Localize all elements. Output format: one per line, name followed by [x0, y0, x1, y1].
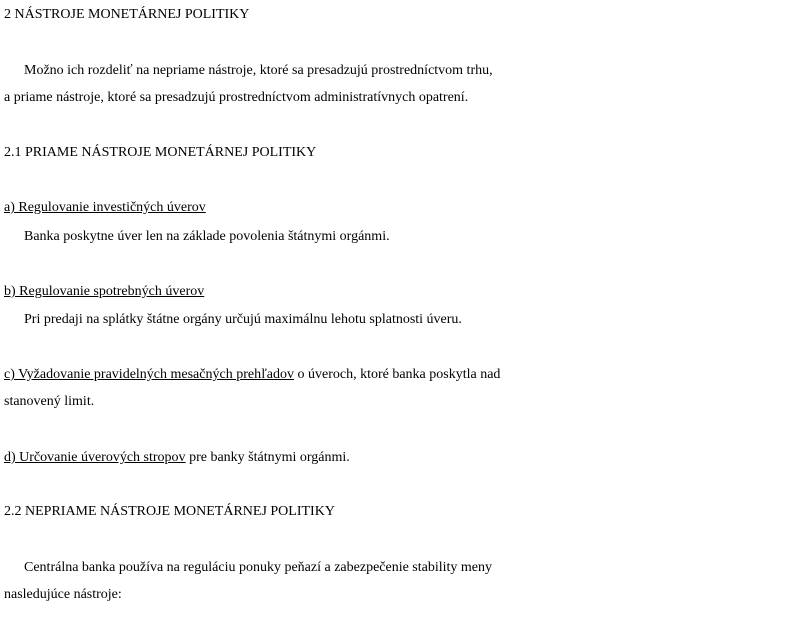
intro-line-1: Možno ich rozdeliť na nepriame nástroje, ktoré sa presadzujú prostredníctvom trhu, [24, 63, 493, 78]
item-d-title-text: d) Určovanie úverových stropov [4, 450, 186, 465]
item-c-line-1 [4, 366, 500, 384]
item-b-title-text: b) Regulovanie spotrebných úverov [4, 284, 205, 299]
section-direct-heading: 2.1 PRIAME NÁSTROJE MONETÁRNEJ POLITIKY [4, 145, 317, 160]
item-b-text: Pri predaji na splátky štátne orgány určujú maximálnu lehotu splatnosti úveru. [24, 312, 462, 327]
item-a-text: Banka poskytne úver len na základe povolenia štátnymi orgánmi. [24, 229, 390, 244]
item-d-line [4, 449, 350, 467]
item-c-rest-text: o úveroch, ktoré banka poskytla nad [293, 367, 501, 382]
item-a-title [4, 199, 206, 217]
indirect-line-2: nasledujúce nástroje: [4, 587, 122, 602]
item-c-line-2: stanovený limit. [4, 394, 95, 409]
indirect-line-1: Centrálna banka používa na reguláciu ponuky peňazí a zabezpečenie stability meny [24, 560, 493, 575]
intro-line-2: a priame nástroje, ktoré sa presadzujú prostredníctvom administratívnych opatrení. [4, 90, 469, 105]
item-a-title-text: a) Regulovanie investičných úverov [4, 200, 206, 215]
item-c-title-text: c) Vyžadovanie pravidelných mesačných prehľadov [4, 367, 294, 382]
main-heading: 2 NÁSTROJE MONETÁRNEJ POLITIKY [4, 7, 250, 22]
section-indirect-heading: 2.2 NEPRIAME NÁSTROJE MONETÁRNEJ POLITIKY [4, 504, 335, 519]
item-b-title [4, 283, 204, 301]
item-d-rest-text: pre banky štátnymi orgánmi. [185, 450, 350, 465]
